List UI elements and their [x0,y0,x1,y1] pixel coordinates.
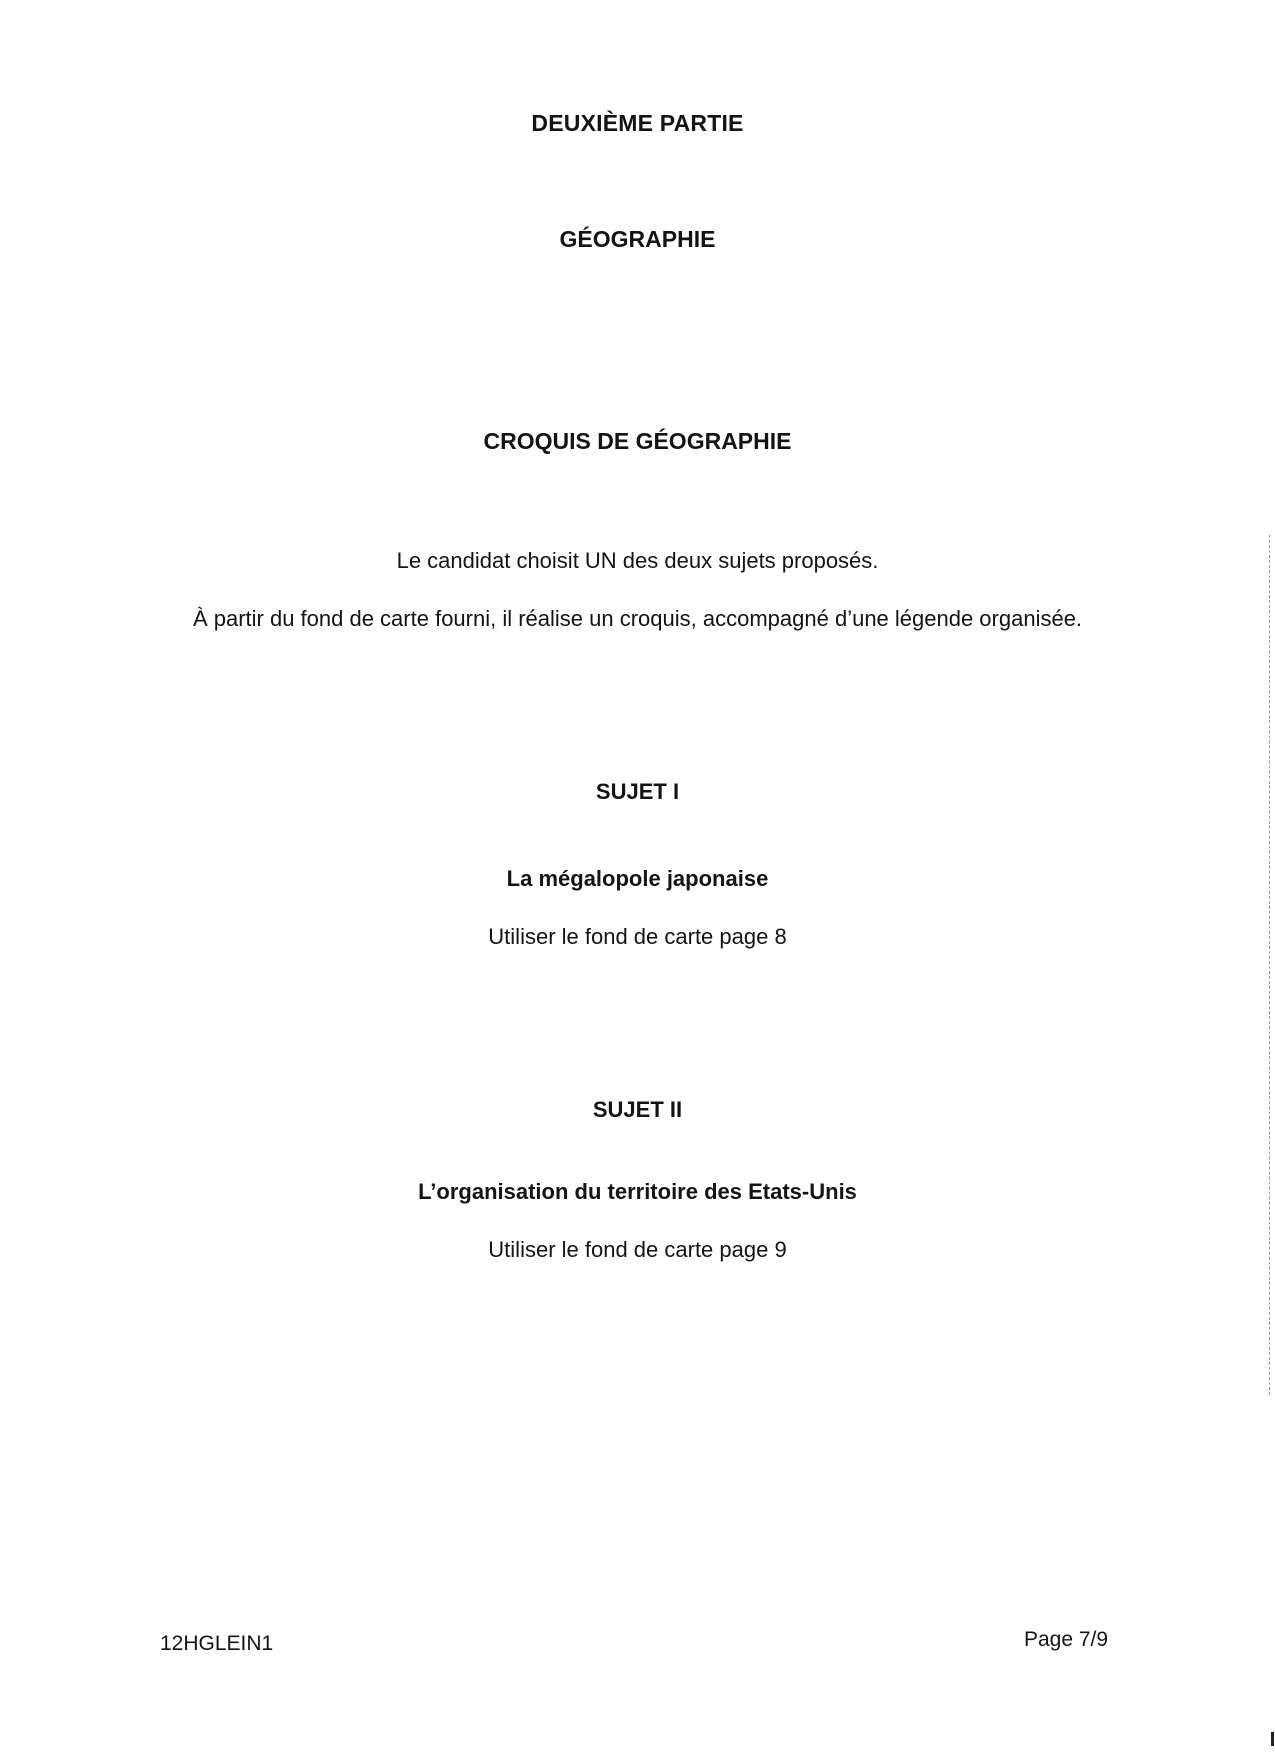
instruction-task: À partir du fond de carte fourni, il réalise un croquis, accompagné d’une légende organisée. [192,606,1083,631]
sujet-2-map-reference: Utiliser le fond de carte page 9 [488,1237,787,1262]
scan-corner-mark [1271,1732,1274,1746]
document-code: 12HGLEIN1 [160,1632,274,1655]
subject-heading: GÉOGRAPHIE [559,226,716,252]
part-heading: DEUXIÈME PARTIE [531,110,744,136]
sujet-1-title: La mégalopole japonaise [506,866,769,891]
sujet-1-label: SUJET I [595,779,680,804]
scan-edge-mark [1269,535,1271,1395]
sujet-1-map-reference: Utiliser le fond de carte page 8 [488,924,787,949]
instruction-choice: Le candidat choisit UN des deux sujets proposés. [396,548,879,573]
sujet-2-title: L’organisation du territoire des Etats-Unis [418,1179,857,1204]
sujet-2-label: SUJET II [592,1097,683,1122]
page-number: Page 7/9 [1024,1628,1109,1651]
exercise-heading: CROQUIS DE GÉOGRAPHIE [483,428,792,454]
